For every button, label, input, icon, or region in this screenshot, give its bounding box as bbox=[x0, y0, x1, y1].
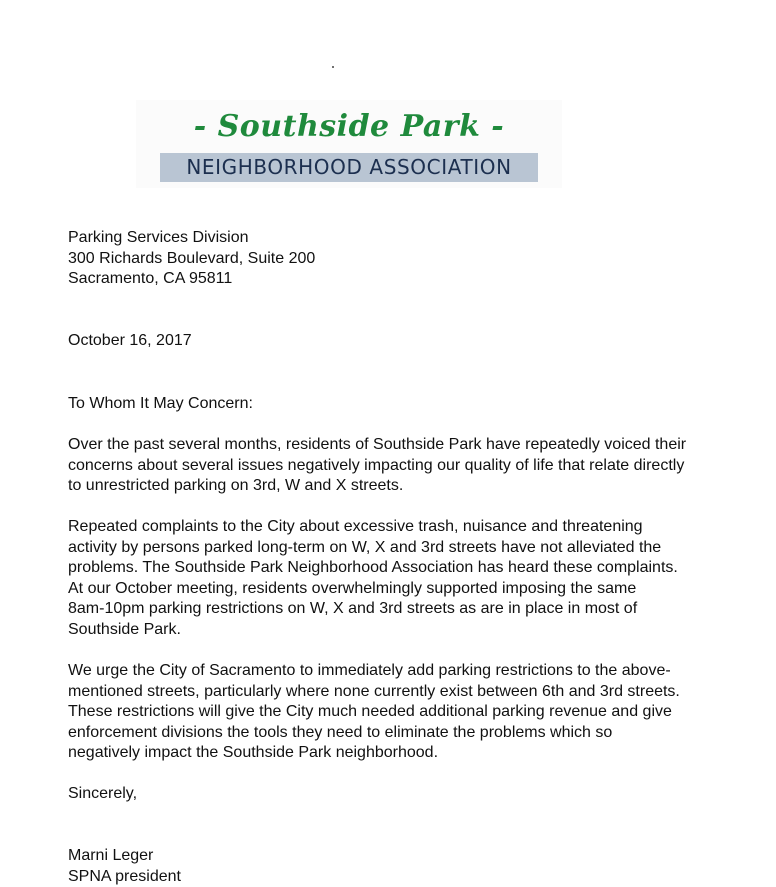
paragraph-line: We urge the City of Sacramento to immediately add parking restrictions to the above- bbox=[68, 662, 671, 679]
body-paragraph-3 bbox=[68, 661, 728, 764]
paragraph-line: Southside Park. bbox=[68, 620, 181, 638]
letterhead-subtitle: NEIGHBORHOOD ASSOCIATION bbox=[160, 153, 538, 182]
recipient-line: 300 Richards Boulevard, Suite 200 bbox=[68, 249, 316, 267]
body-paragraph-2 bbox=[68, 517, 728, 641]
signature-name: Marni Leger bbox=[68, 847, 154, 864]
body-paragraph-1 bbox=[68, 435, 728, 497]
paragraph-line: enforcement divisions the tools they need to eliminate the problems which so bbox=[68, 723, 613, 741]
recipient-line: Sacramento, CA 95811 bbox=[68, 270, 233, 288]
paragraph-line: concerns about several issues negatively impacting our quality of life that relate directly bbox=[68, 456, 685, 474]
paragraph-line: Over the past several months, residents of Southside Park have repeatedly voiced their bbox=[68, 436, 687, 453]
signature-block bbox=[68, 846, 728, 887]
stray-mark bbox=[332, 66, 334, 68]
paragraph-line: negatively impact the Southside Park neighborhood. bbox=[68, 744, 439, 762]
paragraph-line: These restrictions will give the City much needed additional parking revenue and give bbox=[68, 703, 672, 721]
closing: Sincerely, bbox=[68, 785, 138, 802]
paragraph-line: 8am-10pm parking restrictions on W, X and 3rd streets as are in place in most of bbox=[68, 600, 638, 618]
salutation: To Whom It May Concern: bbox=[68, 395, 253, 412]
letterhead-logo bbox=[136, 100, 562, 188]
signature-title: SPNA president bbox=[68, 867, 181, 885]
paragraph-line: Repeated complaints to the City about excessive trash, nuisance and threatening bbox=[68, 518, 643, 535]
paragraph-line: to unrestricted parking on 3rd, W and X streets. bbox=[68, 477, 404, 495]
paragraph-line: mentioned streets, particularly where none currently exist between 6th and 3rd streets. bbox=[68, 682, 680, 700]
letter-date: October 16, 2017 bbox=[68, 332, 192, 349]
paragraph-line: problems. The Southside Park Neighborhood Association has heard these complaints. bbox=[68, 559, 678, 577]
letterhead-title: - Southside Park - bbox=[193, 109, 505, 144]
paragraph-line: activity by persons parked long-term on W, X and 3rd streets have not alleviated the bbox=[68, 538, 662, 556]
recipient-address bbox=[68, 228, 728, 290]
recipient-line: Parking Services Division bbox=[68, 229, 249, 246]
paragraph-line: At our October meeting, residents overwhelmingly supported imposing the same bbox=[68, 579, 637, 597]
